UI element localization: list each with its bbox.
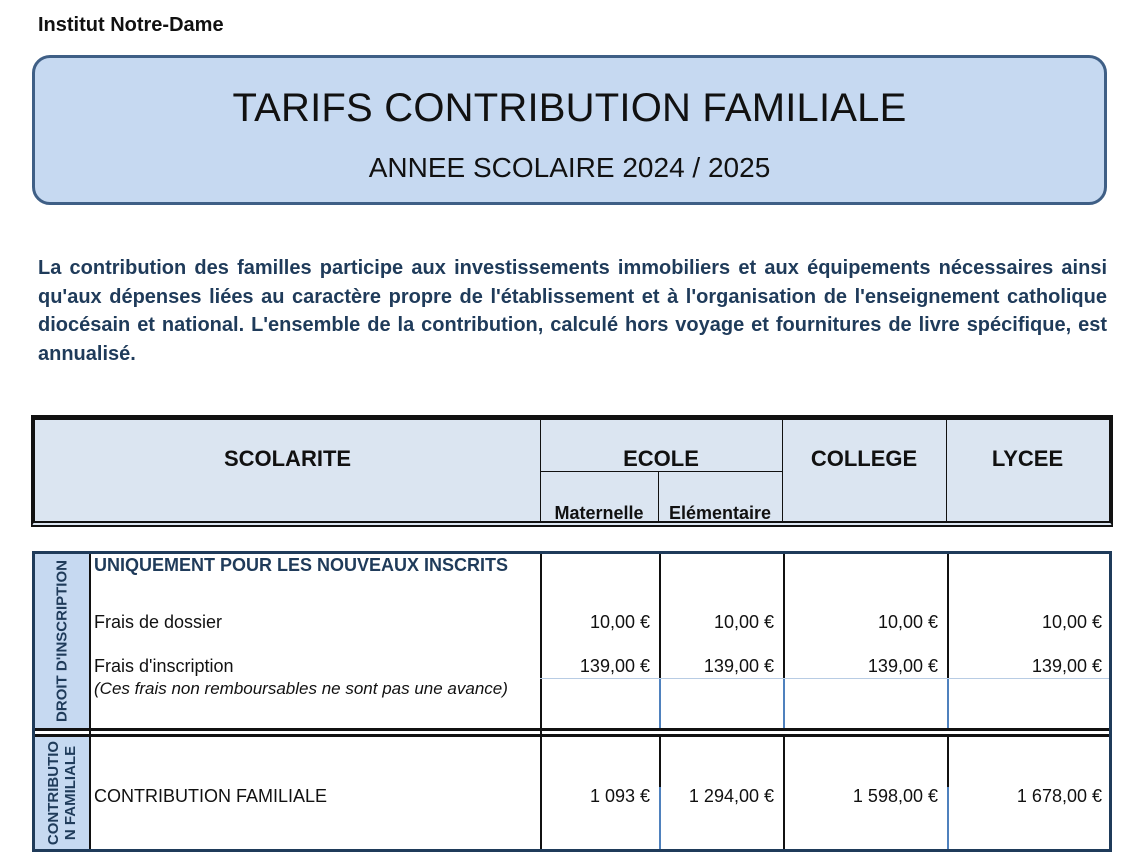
sidebar-inscription: [35, 554, 89, 728]
cell-dossier-elementaire: 10,00 €: [713, 612, 774, 632]
row-label-frais-dossier: Frais de dossier: [94, 612, 223, 632]
cell-inscription-maternelle: 139,00 €: [579, 656, 650, 676]
column-divider: [659, 737, 661, 787]
cell-contribution-lycee: 1 678,00 €: [1016, 786, 1102, 806]
intro-paragraph: La contribution des familles participe aux investissements immobiliers et aux équipements nécessaires ainsi qu'aux dépenses liées au caractère propre de l'établissement et à l'organisation de l'enseignement catholique diocésain et national. L'ensemble de la contribution, calculé hors voyage et fournitures de livre spécifique, est annualisé.: [38, 257, 1107, 365]
institution-name: Institut Notre-Dame: [38, 14, 224, 36]
row-label-contribution: CONTRIBUTION FAMILIALE: [94, 786, 328, 806]
header-scolarite: SCOLARITE: [223, 446, 352, 471]
row-rule: [540, 678, 1109, 679]
section-heading-new-students: UNIQUEMENT POUR LES NOUVEAUX INSCRITS: [94, 555, 509, 575]
cell-dossier-college: 10,00 €: [877, 612, 938, 632]
header-elementaire: Elémentaire: [668, 503, 772, 523]
pricing-header: [31, 415, 1113, 527]
sidebar-contribution-label: CONTRIBUTIO N FAMILIALE: [45, 740, 79, 846]
cell-inscription-college: 139,00 €: [867, 656, 938, 676]
column-divider: [947, 679, 949, 729]
row-label-frais-inscription: Frais d'inscription: [94, 656, 234, 676]
column-divider: [947, 737, 949, 787]
header-ecole: ECOLE: [623, 446, 699, 471]
cell-dossier-maternelle: 10,00 €: [589, 612, 650, 632]
page-subtitle: ANNEE SCOLAIRE 2024 / 2025: [368, 152, 771, 183]
section-separator: [35, 728, 1109, 737]
cell-inscription-elementaire: 139,00 €: [703, 656, 774, 676]
cell-contribution-college: 1 598,00 €: [852, 786, 938, 806]
cell-contribution-maternelle: 1 093 €: [589, 786, 650, 806]
cell-dossier-lycee: 10,00 €: [1041, 612, 1102, 632]
cell-inscription-lycee: 139,00 €: [1031, 656, 1102, 676]
column-divider: [783, 679, 785, 729]
cell-contribution-elementaire: 1 294,00 €: [688, 786, 774, 806]
sidebar-inscription-label: DROIT D'INSCRIPTION: [53, 560, 71, 722]
title-box: [32, 55, 1107, 205]
header-lycee: LYCEE: [991, 446, 1064, 471]
column-divider: [659, 679, 661, 729]
inscription-note: (Ces frais non remboursables ne sont pas une avance): [94, 679, 508, 698]
header-maternelle: Maternelle: [554, 503, 644, 523]
column-divider: [89, 554, 91, 849]
pricing-table: [32, 551, 1112, 852]
header-college: COLLEGE: [810, 446, 918, 471]
page-title: TARIFS CONTRIBUTION FAMILIALE: [232, 86, 907, 130]
sidebar-contribution: [35, 737, 89, 849]
